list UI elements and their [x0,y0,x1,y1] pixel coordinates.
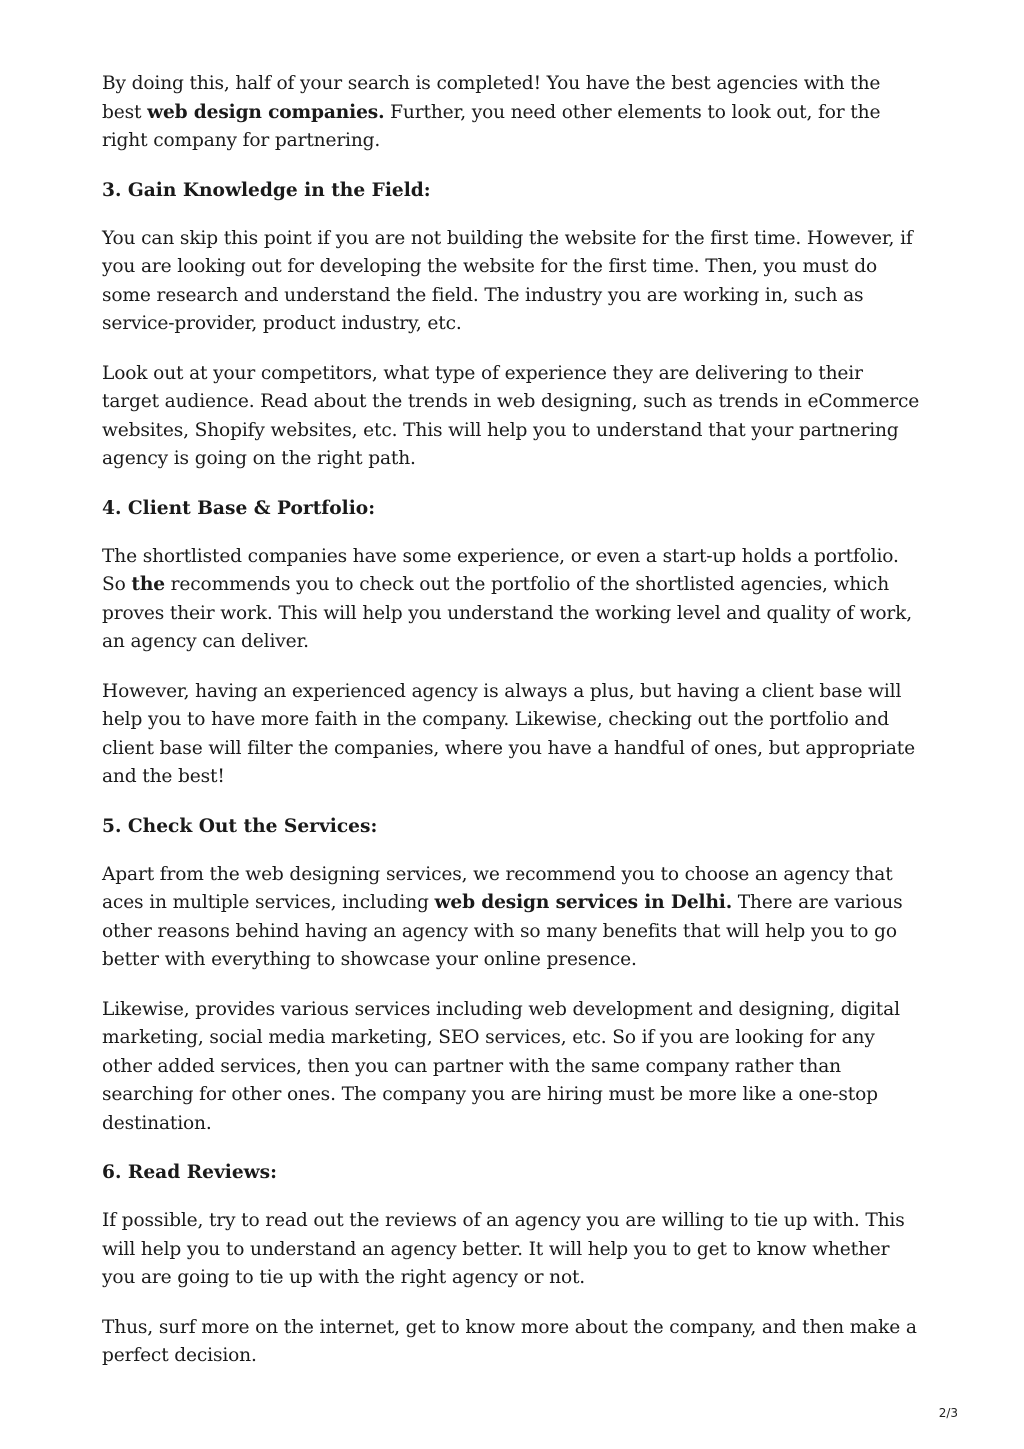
document-body [102,70,924,1392]
heading-read-reviews: 6. Read Reviews: [102,1162,278,1183]
heading-check-services: 5. Check Out the Services: [102,815,378,837]
heading-gain-knowledge: 3. Gain Knowledge in the Field: [102,179,431,201]
paragraph-gain-knowledge-2: Look out at your competitors, what type of experience they are delivering to their target audience. Read about the trends in web designing, such as trends in eCommerce websites, Shopify websites, etc. This will help you to understand that your partnering agency is going on the right path. [102,362,920,469]
bold-text-the: the [131,574,165,595]
text-run: Further, you need other elements to look out, for the right company for partnering. [102,101,881,151]
text-run: By doing this, half of your search is completed! You have the best agencies with the best [102,73,881,123]
text-run: The shortlisted companies have some experience, or even a start-up holds a portfolio. So [102,545,899,595]
paragraph-services-2: Likewise, provides various services including web development and designing, digital marketing, social media marketing, SEO services, etc. So if you are looking for any other added services, then you can partner with the same company rather than searching for other ones. The company you are hiring must be more like a one-stop destination. [102,998,900,1134]
paragraph-client-base-2: However, having an experienced agency is always a plus, but having a client base will help you to have more faith in the company. Likewise, checking out the portfolio and client base will filter the companies, where you have a handful of ones, but appropriate and the best! [102,680,915,787]
paragraph-gain-knowledge-1: You can skip this point if you are not building the website for the first time. However, if you are looking out for developing the website for the first time. Then, you must do some research and understand the field. The industry you are working in, such as service-provider, product industry, etc. [102,227,913,334]
bold-text-web-design-companies: web design companies. [147,101,385,123]
paragraph-reviews-1: If possible, try to read out the reviews of an agency you are willing to tie up with. This will help you to understand an agency better. It will help you to get to know whether you are going to tie up with the right agency or not. [102,1210,905,1288]
paragraph-services-1 [102,861,924,975]
paragraph-client-base-1 [102,543,924,657]
text-run: There are various other reasons behind having an agency with so many benefits that will help you to go better with everything to showcase your online presence. [102,892,903,970]
text-run: recommends you to check out the portfolio of the shortlisted agencies, which proves their work. This will help you understand the working level and quality of work, an agency can deliver. [102,574,913,652]
paragraph-reviews-2: Thus, surf more on the internet, get to know more about the company, and then make a perfect decision. [102,1316,917,1366]
bold-text-web-design-services-delhi: web design services in Delhi. [434,892,733,913]
heading-client-base: 4. Client Base & Portfolio: [102,497,376,519]
page-number: 2/3 [938,1406,958,1420]
text-run: Apart from the web designing services, we recommend you to choose an agency that aces in multiple services, including [102,863,893,913]
paragraph-intro [102,70,924,156]
